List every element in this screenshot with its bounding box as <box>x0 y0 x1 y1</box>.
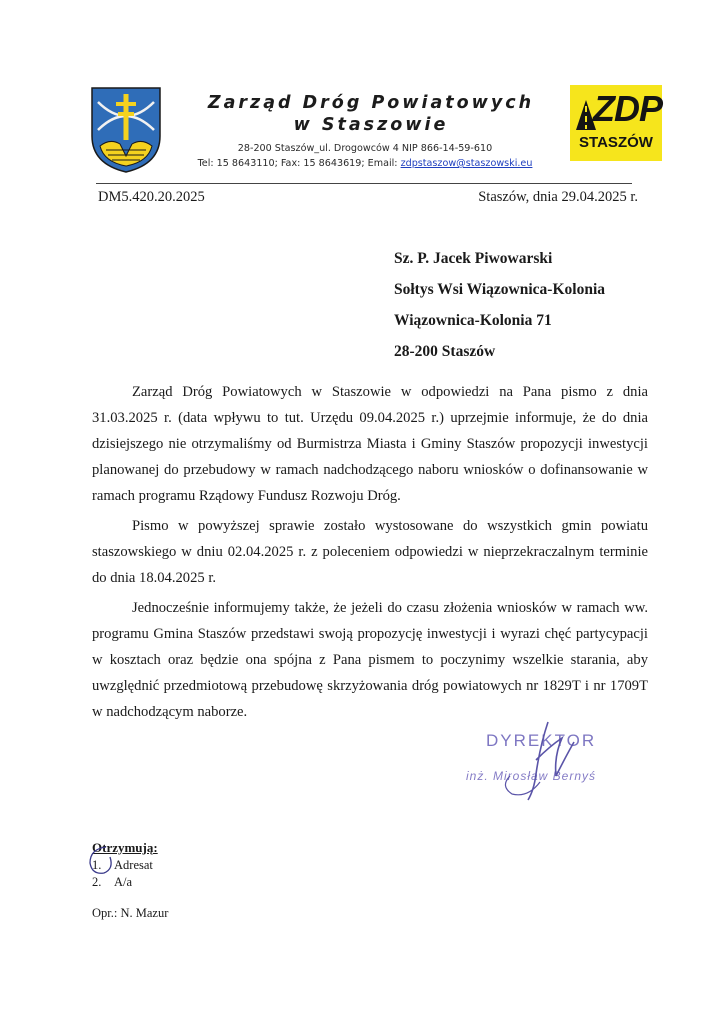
letter-body <box>92 379 648 729</box>
list-item-label: Adresat <box>114 858 153 872</box>
handwritten-circle-mark <box>84 843 124 877</box>
list-item-label: A/a <box>114 875 133 889</box>
organization-name-line2: w Staszowie <box>293 115 449 135</box>
addressee-block <box>394 243 694 367</box>
signature-stamp-name: inż. Mirosław Bernyś <box>466 769 597 783</box>
body-paragraph-3: Jednocześnie informujemy także, że jeżeli do czasu złożenia wniosków w ramach ww. programu Gmina Staszów przedstawi swoją propozycję inwestycji i wyrazi chęć partycypacji w kosztach oraz będzie ona spójna z Pana pismem to poczynimy wszelkie starania, aby uwzględnić przedmiotową przebudowę skrzyżowania dróg powiatowych nr 1829T i nr 1709T w nadchodzącym naborze. <box>92 600 648 720</box>
addressee-city: 28-200 Staszów <box>394 343 496 360</box>
addressee-name: Sz. P. Jacek Piwowarski <box>394 250 553 267</box>
email-link[interactable]: zdpstaszow@staszowski.eu <box>400 158 533 169</box>
reference-number: DM5.420.20.2025 <box>98 189 205 205</box>
zdp-logo-text: ZDP <box>593 88 662 129</box>
recipients-heading: Otrzymują: <box>92 840 158 855</box>
address-line: 28-200 Staszów_ul. Drogowców 4 NIP 866-14-59-610 <box>237 143 493 154</box>
letter-date: Staszów, dnia 29.04.2025 r. <box>478 189 638 205</box>
list-item-number: 1. <box>92 858 102 872</box>
organization-address <box>170 141 560 171</box>
body-paragraph-2: Pismo w powyższej sprawie zostało wystosowane do wszystkich gmin powiatu staszowskiego w dniu 02.04.2025 r. z poleceniem odpowiedzi w nieprzekraczalnym terminie do dnia 18.04.2025 r. <box>92 518 648 586</box>
addressee-street: Wiązownica-Kolonia 71 <box>394 312 552 329</box>
list-item-number: 2. <box>92 875 102 889</box>
organization-name-line1: Zarząd Dróg Powiatowych <box>207 93 535 113</box>
coat-of-arms-icon <box>90 86 162 174</box>
addressee-title: Sołtys Wsi Wiązownica-Kolonia <box>394 281 606 298</box>
zdp-logo-city: STASZÓW <box>579 134 653 151</box>
signature-stamp-title: DYREKTOR <box>486 731 597 750</box>
contact-prefix: Tel: 15 8643110; Fax: 15 8643619; Email: <box>197 158 401 169</box>
prepared-by: Opr.: N. Mazur <box>92 906 169 920</box>
handwritten-signature <box>470 716 610 806</box>
header-divider <box>96 183 632 184</box>
contact-line <box>170 156 560 171</box>
body-paragraph-1: Zarząd Dróg Powiatowych w Staszowie w odpowiedzi na Pana pismo z dnia 31.03.2025 r. (data wpływu to tut. Urzędu 09.04.2025 r.) uprzejmie informuje, że do dnia dzisiejszego nie otrzymaliśmy od Burmistrza Miasta i Gminy Staszów propozycji inwestycji planowanej do przebudowy w ramach nadchodzącego naboru wniosków o dofinansowanie w ramach programu Rządowy Fundusz Rozwoju Dróg. <box>92 384 648 504</box>
organization-name <box>186 92 556 136</box>
